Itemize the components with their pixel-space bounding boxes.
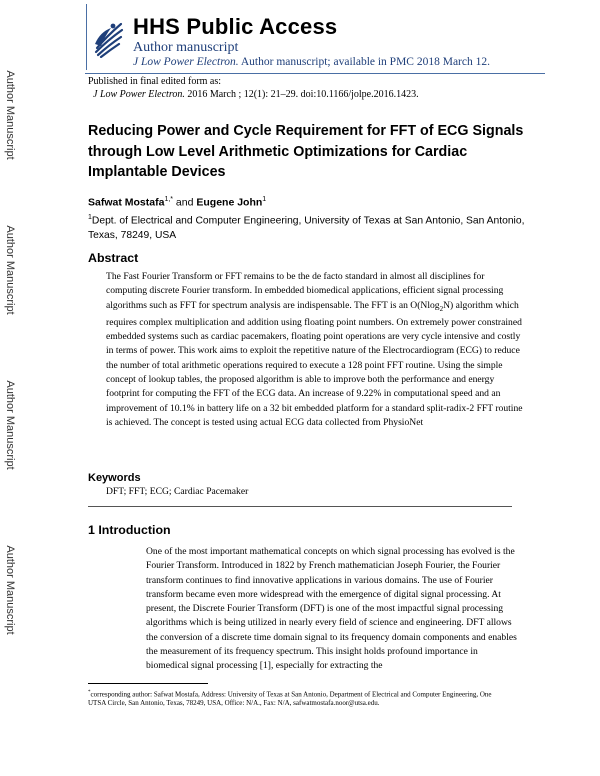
- citation-journal: J Low Power Electron.: [93, 89, 185, 100]
- citation-line: [93, 89, 419, 100]
- side-label-4: Author Manuscript: [4, 545, 16, 635]
- keywords-heading: Keywords: [88, 472, 141, 484]
- journal-name: J Low Power Electron.: [133, 56, 239, 68]
- affiliation-text: Dept. of Electrical and Computer Engineering, University of Texas at San Antonio, San Antonio, Texas, 78249, USA: [88, 215, 525, 241]
- hhs-eagle-logo: [91, 18, 125, 58]
- availability-text: Author manuscript; available in PMC 2018 March 12.: [238, 56, 490, 68]
- author-and: and: [173, 196, 197, 209]
- author-line: [88, 196, 266, 209]
- footnote-rule: [88, 683, 208, 684]
- abstract-heading: Abstract: [88, 251, 139, 265]
- author-manuscript-label: Author manuscript: [133, 40, 239, 55]
- side-label-2: Author Manuscript: [4, 225, 16, 315]
- footnote-marker: *: [88, 690, 91, 695]
- author-1: Safwat Mostafa: [88, 196, 165, 209]
- introduction-heading: 1 Introduction: [88, 523, 171, 537]
- author-2: Eugene John: [196, 196, 263, 209]
- side-label-1: Author Manuscript: [4, 70, 16, 160]
- footnote-text: corresponding author: Safwat Mostafa, Address: University of Texas at San Antonio, Department of Electrical and Computer Engineering, One UTSA Circle, San Antonio, Texas, 78249, USA, Office: N/A., Fax: N/A, safwatmostafa.noor@utsa.edu.: [88, 690, 492, 708]
- citation-details: 2016 March ; 12(1): 21–29. doi:10.1166/jolpe.2016.1423.: [184, 89, 419, 100]
- affiliation: [88, 211, 528, 243]
- abstract-text-1: The Fast Fourier Transform or FFT remains to be the de facto standard in almost all disciplines for computing discrete Fourier transform. In embedded biomedical applications, efficient signal processing algorithms such as FFT for spectrum analysis are indispensable. The FFT is an O(Nlog: [106, 271, 504, 311]
- keywords-list: DFT; FFT; ECG; Cardiac Pacemaker: [106, 486, 249, 497]
- author-1-sup: 1,*: [164, 196, 173, 203]
- abstract-text-2: N) algorithm which requires complex multiplication and addition using floating point numbers. On extremely power constrained embedded systems such as cardiac pacemakers, floating point operations are very cycle intensive and costly in terms of power. This work aims to exploit the repetitive nature of the Electrocardiogram (ECG) to reduce the number of total arithmetic operations required to execute a 128 point FFT routine. Using the simple concept of lookup tables, the proposed algorithm is able to improve both the performance and energy footprint for computing the FFT of the ECG data. An increase of 9.22% in computational speed and an improvement of 10.1% in battery life on a 32 bit embedded platform for a standard split-radix-2 FFT routine is achieved. The concept is tested using actual ECG data collected from PhysioNet: [106, 299, 523, 428]
- keywords-rule: [88, 506, 512, 507]
- author-2-sup: 1: [262, 196, 267, 203]
- introduction-body: One of the most important mathematical concepts on which signal processing has evolved is the Fourier Transform. Introduced in 1822 by French mathematician Joseph Fourier, the Fourier transform continues to find innovative applications in various domains. The use of Fourier transform became even more widespread with the emergence of digital signal processing. At present, the Discrete Fourier Transform (DFT) is one of the most impactful signal processing algorithms which is being utilized in nearly every field of science and engineering. DFT allows the conversion of a discrete time domain signal to its frequency domain components and enables the measurement of its frequency spectrum. This insight holds profound importance in biomedical signal processing [1], especially for extracting the: [146, 546, 517, 672]
- header-left-rule: [86, 4, 87, 70]
- abstract-body: [106, 270, 526, 430]
- published-in-label: Published in final edited form as:: [88, 76, 222, 87]
- hhs-public-access-title: HHS Public Access: [133, 14, 338, 39]
- affiliation-sup: 1: [88, 214, 92, 221]
- side-label-3: Author Manuscript: [4, 380, 16, 470]
- paper-title: Reducing Power and Cycle Requirement for FFT of ECG Signals through Low Level Arithmetic Optimizations for Cardiac Implantable Devices: [88, 123, 524, 180]
- header-rule: [85, 73, 545, 74]
- corresponding-author-footnote: [88, 688, 508, 708]
- journal-availability: [133, 56, 490, 68]
- abstract-subscript: 2: [439, 304, 444, 313]
